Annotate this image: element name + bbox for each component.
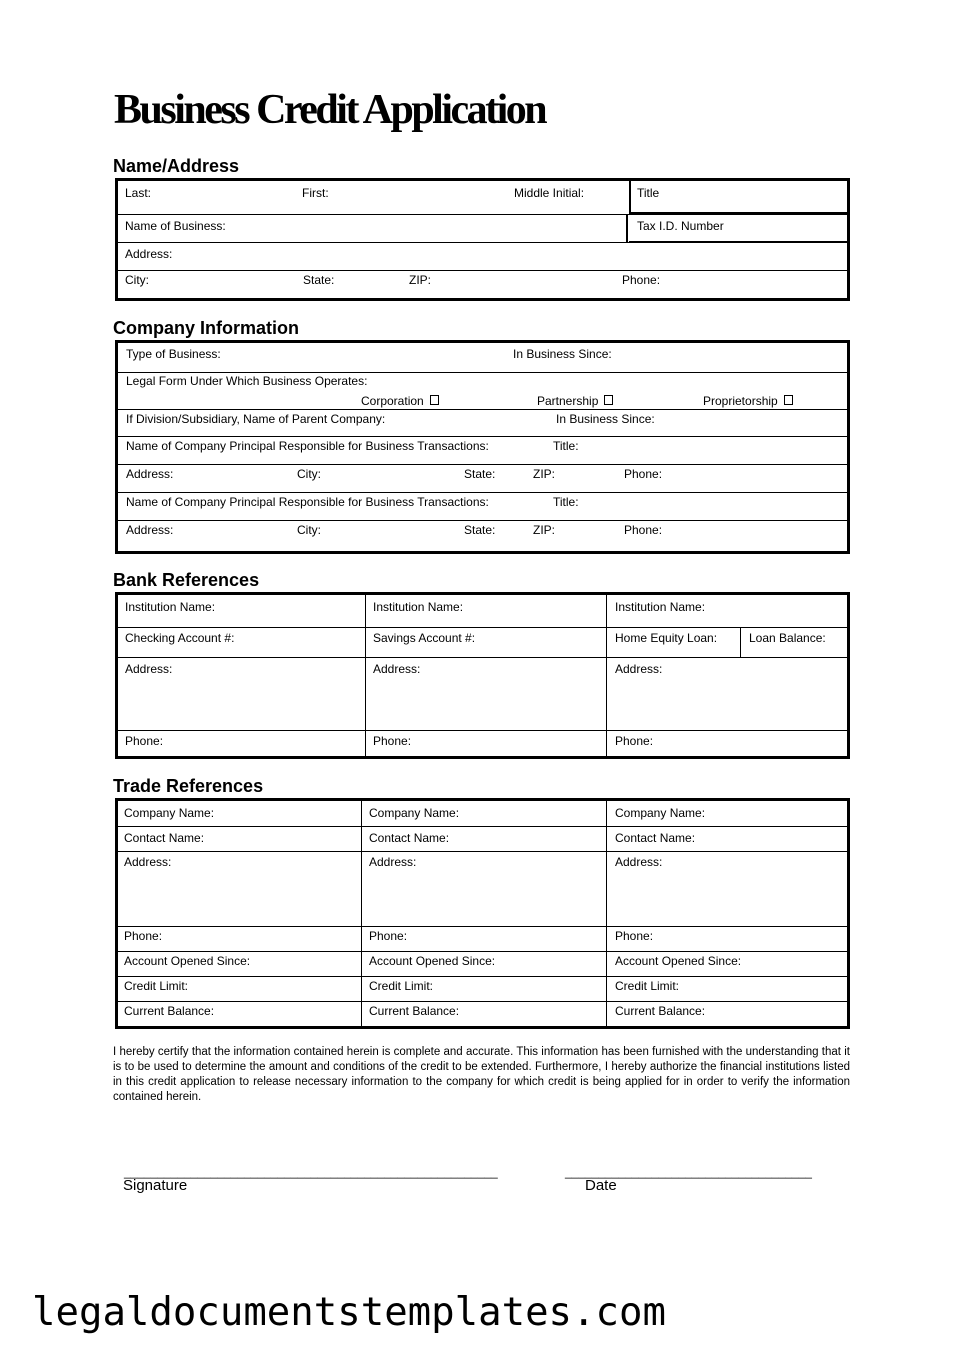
principal-1-zip-field[interactable]: ZIP: — [533, 467, 556, 481]
principal-2-city-field[interactable]: City: — [297, 523, 321, 537]
trade-1-credit-limit-field[interactable]: Credit Limit: — [124, 979, 189, 993]
city-field[interactable]: City: — [125, 273, 149, 287]
bank-refs-box — [115, 592, 850, 759]
principal-1-city-field[interactable]: City: — [297, 467, 321, 481]
trade-3-contact-field[interactable]: Contact Name: — [615, 831, 696, 845]
zip-field[interactable]: ZIP: — [409, 273, 432, 287]
principal-1-address-field[interactable]: Address: — [126, 467, 174, 481]
last-name-field[interactable]: Last: — [125, 186, 152, 200]
loan-balance-field[interactable]: Loan Balance: — [749, 631, 826, 645]
parent-in-business-since-field[interactable]: In Business Since: — [556, 412, 655, 426]
corporation-option[interactable] — [361, 394, 439, 408]
proprietorship-checkbox[interactable] — [784, 395, 793, 405]
signature-line[interactable]: ________________________________________________________ — [124, 1165, 498, 1179]
trade-1-phone-field[interactable]: Phone: — [124, 929, 163, 943]
trade-2-phone-field[interactable]: Phone: — [369, 929, 408, 943]
trade-2-balance-field[interactable]: Current Balance: — [369, 1004, 460, 1018]
bank-1-address-field[interactable]: Address: — [125, 662, 173, 676]
trade-2-company-field[interactable]: Company Name: — [369, 806, 460, 820]
bank-3-address-field[interactable]: Address: — [615, 662, 663, 676]
first-name-field[interactable]: First: — [302, 186, 329, 200]
trade-3-balance-field[interactable]: Current Balance: — [615, 1004, 706, 1018]
principal-1-title-field[interactable]: Title: — [553, 439, 579, 453]
principal-2-state-field[interactable]: State: — [464, 523, 496, 537]
trade-3-opened-field[interactable]: Account Opened Since: — [615, 954, 742, 968]
partnership-option[interactable] — [537, 394, 613, 408]
bank-1-phone-field[interactable]: Phone: — [125, 734, 164, 748]
principal-2-name-field[interactable]: Name of Company Principal Responsible for Business Transactions: — [126, 495, 489, 509]
section-heading-name-address: Name/Address — [113, 156, 240, 176]
name-address-box — [115, 178, 850, 301]
home-equity-loan-field[interactable]: Home Equity Loan: — [615, 631, 718, 645]
trade-3-address-field[interactable]: Address: — [615, 855, 663, 869]
partnership-checkbox[interactable] — [604, 395, 613, 405]
date-line[interactable]: _____________________________________ — [565, 1165, 812, 1179]
principal-1-phone-field[interactable]: Phone: — [624, 467, 663, 481]
proprietorship-label: Proprietorship — [703, 394, 778, 408]
savings-account-field[interactable]: Savings Account #: — [373, 631, 476, 645]
trade-3-phone-field[interactable]: Phone: — [615, 929, 654, 943]
principal-2-zip-field[interactable]: ZIP: — [533, 523, 556, 537]
trade-2-contact-field[interactable]: Contact Name: — [369, 831, 450, 845]
section-heading-trade-refs: Trade References — [113, 776, 264, 796]
middle-initial-field[interactable]: Middle Initial: — [514, 186, 585, 200]
type-of-business-field[interactable]: Type of Business: — [126, 347, 221, 361]
address-field[interactable]: Address: — [125, 247, 173, 261]
signature-label: Signature — [123, 1177, 188, 1194]
trade-1-company-field[interactable]: Company Name: — [124, 806, 215, 820]
legal-form-label: Legal Form Under Which Business Operates: — [126, 374, 368, 388]
footer-watermark: legaldocumentstemplates.com — [32, 1290, 666, 1335]
trade-2-opened-field[interactable]: Account Opened Since: — [369, 954, 496, 968]
trade-2-credit-limit-field[interactable]: Credit Limit: — [369, 979, 434, 993]
trade-3-credit-limit-field[interactable]: Credit Limit: — [615, 979, 680, 993]
principal-1-state-field[interactable]: State: — [464, 467, 496, 481]
bank-2-address-field[interactable]: Address: — [373, 662, 421, 676]
phone-field[interactable]: Phone: — [622, 273, 661, 287]
trade-1-contact-field[interactable]: Contact Name: — [124, 831, 205, 845]
section-heading-company-info: Company Information — [113, 318, 300, 338]
checking-account-field[interactable]: Checking Account #: — [125, 631, 235, 645]
bank-2-phone-field[interactable]: Phone: — [373, 734, 412, 748]
bank-2-institution-field[interactable]: Institution Name: — [373, 600, 464, 614]
principal-2-phone-field[interactable]: Phone: — [624, 523, 663, 537]
bank-3-phone-field[interactable]: Phone: — [615, 734, 654, 748]
section-heading-bank-refs: Bank References — [113, 570, 260, 590]
bank-1-institution-field[interactable]: Institution Name: — [125, 600, 216, 614]
business-name-field[interactable]: Name of Business: — [125, 219, 226, 233]
principal-1-name-field[interactable]: Name of Company Principal Responsible for Business Transactions: — [126, 439, 489, 453]
trade-refs-box — [115, 798, 850, 1029]
state-field[interactable]: State: — [303, 273, 335, 287]
partnership-label: Partnership — [537, 394, 599, 408]
trade-2-address-field[interactable]: Address: — [369, 855, 417, 869]
corporation-checkbox[interactable] — [430, 395, 439, 405]
trade-1-opened-field[interactable]: Account Opened Since: — [124, 954, 251, 968]
title-field[interactable]: Title — [637, 186, 660, 200]
company-info-box — [115, 340, 850, 554]
parent-company-field[interactable]: If Division/Subsidiary, Name of Parent Company: — [126, 412, 386, 426]
page-title: Business Credit Application — [114, 87, 546, 133]
corporation-label: Corporation — [361, 394, 424, 408]
bank-3-institution-field[interactable]: Institution Name: — [615, 600, 706, 614]
proprietorship-option[interactable] — [703, 394, 793, 408]
trade-1-balance-field[interactable]: Current Balance: — [124, 1004, 215, 1018]
date-label: Date — [585, 1177, 617, 1194]
principal-2-title-field[interactable]: Title: — [553, 495, 579, 509]
principal-2-address-field[interactable]: Address: — [126, 523, 174, 537]
trade-3-company-field[interactable]: Company Name: — [615, 806, 706, 820]
in-business-since-field[interactable]: In Business Since: — [513, 347, 612, 361]
certification-text: I hereby certify that the information contained herein is complete and accurate. This information has been furnished with the understanding that it is to be used to determine the amount and conditions of the credit to be extended. Furthermore, I hereby authorize the financial institutions listed in this credit application to release necessary information to the company for which credit is being applied for in order to verify the information contained herein. — [113, 1046, 850, 1103]
tax-id-field[interactable]: Tax I.D. Number — [637, 219, 724, 233]
trade-1-address-field[interactable]: Address: — [124, 855, 172, 869]
